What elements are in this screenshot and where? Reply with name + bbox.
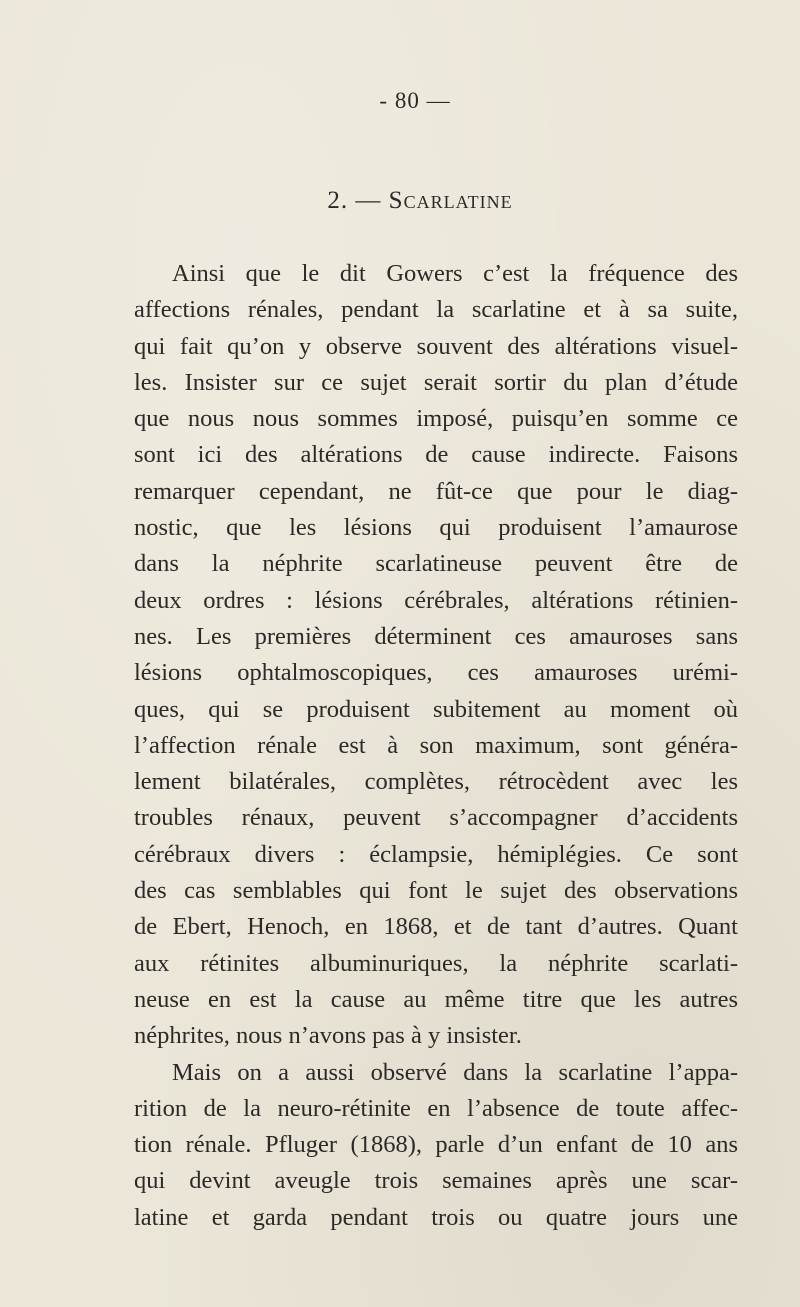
text-line: les. Insister sur ce sujet serait sortir du plan d’étude (134, 368, 738, 396)
text-line: troubles rénaux, peuvent s’accompagner d’accidents (134, 804, 738, 832)
text-line: lésions ophtalmoscopiques, ces amauroses urémi- (134, 659, 738, 687)
text-line: nes. Les premières déterminent ces amauroses sans (134, 622, 738, 650)
page-number: - 80 — (379, 88, 451, 113)
text-line: deux ordres : lésions cérébrales, altérations rétinien- (134, 586, 738, 614)
text-line: des cas semblables qui font le sujet des observations (134, 877, 738, 905)
text-line: remarquer cependant, ne fût-ce que pour le diag- (134, 477, 738, 505)
text-line: neuse en est la cause au même titre que les autres (134, 985, 738, 1013)
text-line: affections rénales, pendant la scarlatine et à sa suite, (134, 296, 738, 324)
text-line: de Ebert, Henoch, en 1868, et de tant d’autres. Quant (134, 913, 738, 941)
body-paragraphs (134, 256, 738, 1236)
text-line: que nous nous sommes imposé, puisqu’en somme ce (134, 405, 738, 433)
text-line: lement bilatérales, complètes, rétrocèdent avec les (134, 768, 738, 796)
section-number: 2. (327, 187, 349, 214)
text-line: ques, qui se produisent subitement au moment où (134, 695, 738, 723)
text-line: qui devint aveugle trois semaines après une scar- (134, 1167, 738, 1195)
text-line: aux rétinites albuminuriques, la néphrite scarlati- (134, 949, 738, 977)
section-title: Scarlatine (388, 187, 513, 214)
text-line: Mais on a aussi observé dans la scarlatine l’appa- (172, 1058, 738, 1086)
text-line: tion rénale. Pfluger (1868), parle d’un enfant de 10 ans (134, 1131, 738, 1159)
text-line: latine et garda pendant trois ou quatre jours une (134, 1203, 738, 1231)
text-line: qui fait qu’on y observe souvent des altérations visuel- (134, 332, 738, 360)
text-line: l’affection rénale est à son maximum, sont généra- (134, 731, 738, 759)
text-line: néphrites, nous n’avons pas à y insister. (134, 1022, 522, 1050)
text-line: cérébraux divers : éclampsie, hémiplégies. Ce sont (134, 840, 738, 868)
text-line: sont ici des altérations de cause indirecte. Faisons (134, 441, 738, 469)
section-heading (0, 187, 800, 215)
text-line: Ainsi que le dit Gowers c’est la fréquence des (172, 260, 738, 287)
text-line: rition de la neuro-rétinite en l’absence de toute affec- (134, 1094, 738, 1122)
text-line: nostic, que les lésions qui produisent l’amaurose (134, 514, 738, 542)
heading-dash: — (355, 187, 382, 214)
text-line: dans la néphrite scarlatineuse peuvent être de (134, 550, 738, 578)
